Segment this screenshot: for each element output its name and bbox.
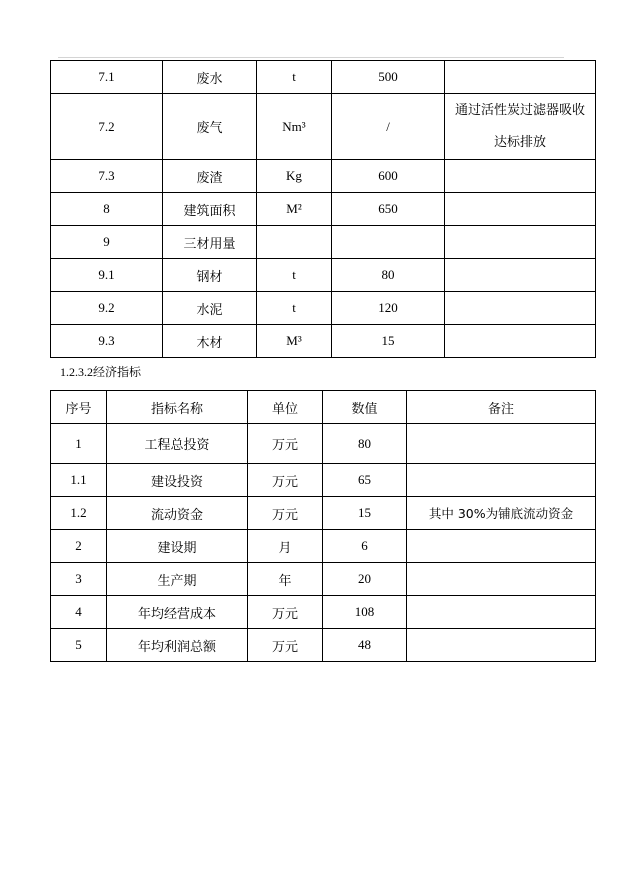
value-cell: 15: [323, 497, 407, 530]
note-cell: [445, 193, 596, 226]
value-cell: 15: [332, 325, 445, 358]
row-number: 1: [51, 424, 107, 464]
table-row: [51, 193, 596, 226]
note-cell: [407, 629, 596, 662]
indicator-name: 钢材: [163, 259, 257, 292]
row-number: 9.2: [51, 292, 163, 325]
table-row: [51, 160, 596, 193]
value-cell: /: [332, 94, 445, 160]
table-header-row: [51, 391, 596, 424]
note-cell: [445, 61, 596, 94]
row-number: 9.1: [51, 259, 163, 292]
indicator-name: 废渣: [163, 160, 257, 193]
table-row: [51, 629, 596, 662]
value-cell: 108: [323, 596, 407, 629]
value-cell: 48: [323, 629, 407, 662]
note-cell: [407, 464, 596, 497]
unit-cell: t: [257, 61, 332, 94]
column-header-no: 序号: [51, 391, 107, 424]
indicator-name: 工程总投资: [107, 424, 248, 464]
row-number: 2: [51, 530, 107, 563]
section-heading: [60, 364, 141, 380]
unit-cell: 月: [248, 530, 323, 563]
indicator-name: 建筑面积: [163, 193, 257, 226]
economic-indicator-table: [50, 390, 596, 662]
row-number: 8: [51, 193, 163, 226]
unit-cell: 万元: [248, 596, 323, 629]
value-cell: 6: [323, 530, 407, 563]
indicator-name: 三材用量: [163, 226, 257, 259]
value-cell: 80: [323, 424, 407, 464]
note-cell: 通过活性炭过滤器吸收达标排放: [445, 94, 596, 160]
unit-cell: 万元: [248, 629, 323, 662]
unit-cell: M³: [257, 325, 332, 358]
value-cell: 600: [332, 160, 445, 193]
indicator-table-continued: [50, 60, 596, 358]
row-number: 7.1: [51, 61, 163, 94]
table-row: [51, 94, 596, 160]
row-number: 7.2: [51, 94, 163, 160]
indicator-name: 水泥: [163, 292, 257, 325]
value-cell: 20: [323, 563, 407, 596]
note-cell: [445, 226, 596, 259]
note-cell: [407, 563, 596, 596]
indicator-name: 废水: [163, 61, 257, 94]
header-rule: [58, 57, 564, 58]
note-cell: 其中 30%为铺底流动资金: [407, 497, 596, 530]
note-cell: [407, 596, 596, 629]
column-header-name: 指标名称: [107, 391, 248, 424]
row-number: 9: [51, 226, 163, 259]
unit-cell: t: [257, 292, 332, 325]
table-row: [51, 464, 596, 497]
value-cell: 650: [332, 193, 445, 226]
indicator-name: 建设期: [107, 530, 248, 563]
row-number: 4: [51, 596, 107, 629]
column-header-note: 备注: [407, 391, 596, 424]
value-cell: 80: [332, 259, 445, 292]
unit-cell: Kg: [257, 160, 332, 193]
note-cell: [445, 259, 596, 292]
table-row: [51, 292, 596, 325]
table-row: [51, 325, 596, 358]
section-number: 1.2.3.2: [60, 365, 93, 379]
indicator-name: 流动资金: [107, 497, 248, 530]
row-number: 5: [51, 629, 107, 662]
column-header-unit: 单位: [248, 391, 323, 424]
indicator-name: 年均利润总额: [107, 629, 248, 662]
table-row: [51, 596, 596, 629]
unit-cell: M²: [257, 193, 332, 226]
indicator-name: 建设投资: [107, 464, 248, 497]
indicator-name: 年均经营成本: [107, 596, 248, 629]
indicator-name: 木材: [163, 325, 257, 358]
unit-cell: 万元: [248, 497, 323, 530]
value-cell: 120: [332, 292, 445, 325]
note-cell: [445, 325, 596, 358]
indicator-name: 废气: [163, 94, 257, 160]
table-row: [51, 497, 596, 530]
unit-cell: 万元: [248, 464, 323, 497]
row-number: 9.3: [51, 325, 163, 358]
section-title: 经济指标: [93, 365, 142, 379]
table-row: [51, 226, 596, 259]
row-number: 1.1: [51, 464, 107, 497]
note-cell: [407, 530, 596, 563]
table-row: [51, 530, 596, 563]
indicator-name: 生产期: [107, 563, 248, 596]
note-cell: [407, 424, 596, 464]
column-header-value: 数值: [323, 391, 407, 424]
note-cell: [445, 160, 596, 193]
value-cell: [332, 226, 445, 259]
unit-cell: Nm³: [257, 94, 332, 160]
unit-cell: [257, 226, 332, 259]
value-cell: 500: [332, 61, 445, 94]
note-cell: [445, 292, 596, 325]
table-row: [51, 563, 596, 596]
row-number: 7.3: [51, 160, 163, 193]
row-number: 3: [51, 563, 107, 596]
unit-cell: 年: [248, 563, 323, 596]
row-number: 1.2: [51, 497, 107, 530]
value-cell: 65: [323, 464, 407, 497]
table-row: [51, 424, 596, 464]
table-row: [51, 259, 596, 292]
unit-cell: 万元: [248, 424, 323, 464]
table-row: [51, 61, 596, 94]
unit-cell: t: [257, 259, 332, 292]
